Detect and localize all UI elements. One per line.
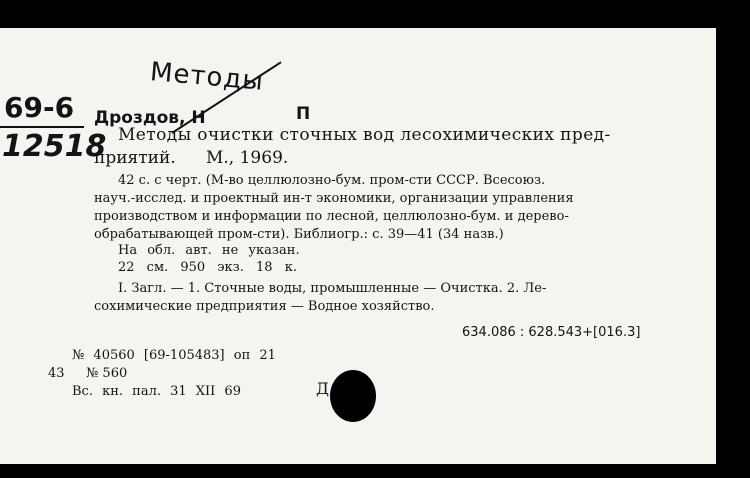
description-line-2: науч.-исслед. и проектный ин-т экономики, организации управления (94, 191, 574, 206)
scan-border-right (716, 40, 750, 478)
registration-line-2a: 43 (48, 366, 65, 381)
author: Дроздов, Н (94, 108, 206, 128)
handwritten-call-number-bottom: 12518 (2, 129, 107, 164)
call-number-divider (0, 126, 84, 128)
description-line-3: производством и информации по лесной, целлюлозно-бум. и дерево- (94, 209, 569, 224)
title-line-2a: приятий. (94, 148, 176, 168)
registration-line-1: № 40560 [69-105483] оп 21 (72, 348, 276, 363)
handwritten-call-number-top: 69-6 (4, 91, 75, 124)
ink-blot (330, 370, 376, 422)
subjects-line-1: I. Загл. — 1. Сточные воды, промышленные — Очистка. 2. Ле- (118, 281, 547, 296)
subjects-line-2: сохимические предприятия — Водное хозяйство. (94, 299, 435, 314)
scan-border-bottom (0, 464, 750, 478)
author-initial: П (296, 104, 311, 124)
registration-line-3: Вс. кн. пал. 31 XII 69 (72, 384, 241, 399)
description-line-4: обрабатывающей пром-сти). Библиогр.: с. 39—41 (34 назв.) (94, 227, 504, 242)
classification-code: 634.086 : 628.543+[016.3] (462, 325, 641, 340)
note-line-2: 22 см. 950 экз. 18 к. (118, 260, 297, 275)
handwritten-subject: Методы (148, 57, 266, 97)
registration-tail: Д (316, 379, 330, 398)
description-line-1: 42 с. с черт. (М-во целлюлозно-бум. пром-сти СССР. Всесоюз. (118, 173, 546, 188)
note-line-1: На обл. авт. не указан. (118, 243, 300, 258)
title-line-2b: М., 1969. (206, 148, 289, 168)
registration-line-2b: № 560 (86, 366, 128, 381)
scan-border-top (0, 0, 750, 28)
catalog-card (0, 28, 716, 464)
title-line-1: Методы очистки сточных вод лесохимических пред- (118, 125, 611, 145)
